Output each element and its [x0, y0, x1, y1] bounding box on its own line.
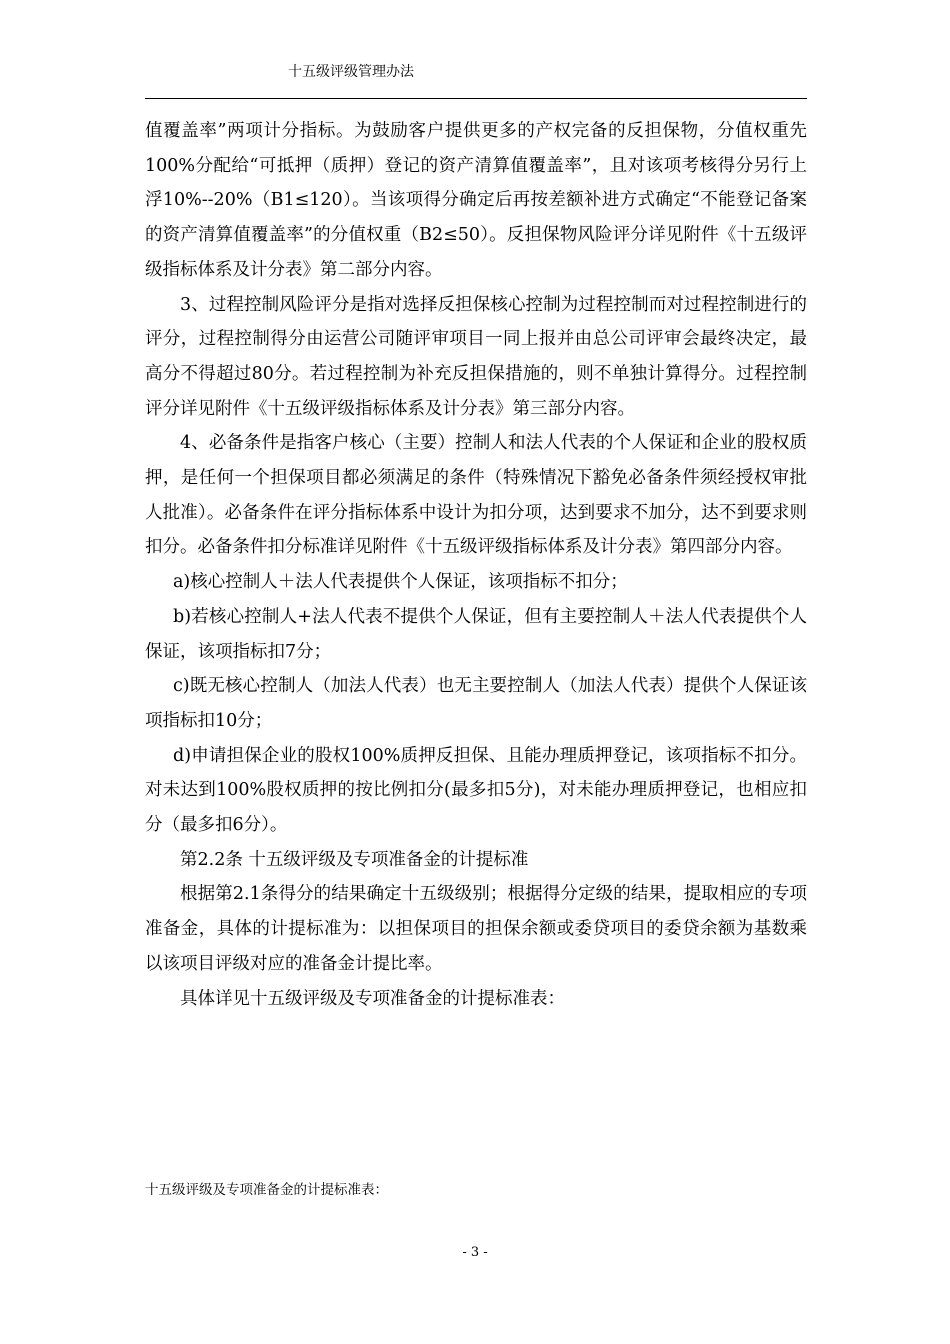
page-number: - 3 -	[462, 1245, 488, 1260]
paragraph-process-control: 3、过程控制风险评分是指对选择反担保核心控制为过程控制而对过程控制进行的评分，过程控制得分由运营公司随评审项目一同上报并由总公司评审会最终决定，最高分不得超过80分。若过程控制为补充反担保措施的，则不单独计算得分。过程控制评分详见附件《十五级评级指标体系及计分表》第三部分内容。	[145, 294, 807, 419]
paragraph-see-table: 具体详见十五级评级及专项准备金的计提标准表：	[180, 988, 565, 1009]
header-divider	[145, 98, 807, 99]
paragraph-required-conditions: 4、必备条件是指客户核心（主要）控制人和法人代表的个人保证和企业的股权质押，是任何一个担保项目都必须满足的条件（特殊情况下豁免必备条件须经授权审批人批准）。必备条件在评分指标体系中设计为扣分项，达到要求不加分，达不到要求则扣分。必备条件扣分标准详见附件《十五级评级指标体系及计分表》第四部分内容。	[145, 433, 807, 558]
paragraph-provision-standard: 根据第2.1条得分的结果确定十五级级别；根据得分定级的结果，提取相应的专项准备金，具体的计提标准为：以担保项目的担保余额或委贷项目的委贷余额为基数乘以该项目评级对应的准备金计提比率。	[145, 884, 807, 974]
document-body	[145, 114, 807, 1016]
list-item-c: c)既无核心控制人（加法人代表）也无主要控制人（加法人代表）提供个人保证该项指标扣10分；	[145, 676, 807, 731]
header-title: 十五级评级管理办法	[288, 64, 414, 80]
list-item-d: d)申请担保企业的股权100%质押反担保、且能办理质押登记，该项指标不扣分。对未达到100%股权质押的按比例扣分(最多扣5分)，对未能办理质押登记，也相应扣分（最多扣6分）。	[145, 745, 807, 836]
article-heading: 第2.2条 十五级评级及专项准备金的计提标准	[180, 849, 529, 870]
table-caption: 十五级评级及专项准备金的计提标准表：	[145, 1182, 388, 1198]
list-item-a: a)核心控制人＋法人代表提供个人保证，该项指标不扣分；	[173, 572, 628, 593]
paragraph-collateral-scoring: 值覆盖率”两项计分指标。为鼓励客户提供更多的产权完备的反担保物，分值权重先100%分配给“可抵押（质押）登记的资产清算值覆盖率”，且对该项考核得分另行上浮10%--20%（B1≤120）。当该项得分确定后再按差额补进方式确定“不能登记备案的资产清算值覆盖率”的分值权重（B2≤50）。反担保物风险评分详见附件《十五级评级指标体系及计分表》第二部分内容。	[145, 121, 807, 280]
page-header	[0, 0, 950, 100]
list-item-b: b)若核心控制人+法人代表不提供个人保证，但有主要控制人＋法人代表提供个人保证，该项指标扣7分；	[145, 606, 807, 662]
